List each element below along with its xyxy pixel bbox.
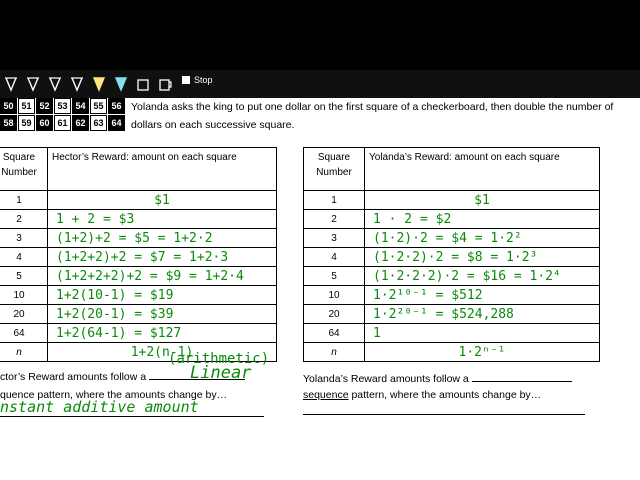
highlighter-yellow-icon[interactable]: [90, 74, 108, 94]
hector-reward-cell: 1 + 2 = $3: [48, 210, 277, 229]
eraser-icon[interactable]: [134, 74, 152, 94]
board-cell: 56: [108, 98, 125, 114]
pen-blue-icon[interactable]: [46, 74, 64, 94]
yolanda-reward-cell: (1·2·2)·2 = $8 = 1·2³: [365, 248, 600, 267]
yolanda-col-reward: Yolanda’s Reward: amount on each square: [365, 148, 600, 191]
hector-square-cell: 10: [0, 286, 48, 305]
board-cell: 53: [54, 98, 71, 114]
table-row: [304, 248, 600, 267]
note-additive: nstant additive amount: [0, 398, 199, 416]
stop-button[interactable]: [182, 75, 213, 85]
table-row: [304, 286, 600, 305]
hector-reward-cell: $1: [48, 191, 277, 210]
yolanda-square-cell: 4: [304, 248, 365, 267]
highlighter-cyan-icon[interactable]: [112, 74, 130, 94]
board-cell: 50: [0, 98, 17, 114]
video-top-bar: [0, 0, 640, 70]
hector-square-cell: 3: [0, 229, 48, 248]
table-row: [304, 210, 600, 229]
hector-col-square: Square Number: [0, 148, 48, 191]
table-row: [304, 343, 600, 362]
yolanda-reward-cell: 1·2ⁿ⁻¹: [365, 343, 600, 362]
hector-reward-cell: (1+2)+2 = $5 = 1+2·2: [48, 229, 277, 248]
drawing-toolbar: [0, 70, 640, 98]
board-cell: 55: [90, 98, 107, 114]
hector-square-cell: n: [0, 343, 48, 362]
table-row: [0, 267, 277, 286]
board-cell: 60: [36, 115, 53, 131]
hector-square-cell: 4: [0, 248, 48, 267]
yolanda-caption-text: Yolanda’s Reward amounts follow a: [303, 373, 469, 385]
table-row: [0, 229, 277, 248]
pen-green-icon[interactable]: [68, 74, 86, 94]
yolanda-reward-cell: 1·2¹⁰⁻¹ = $512: [365, 286, 600, 305]
board-cell: 58: [0, 115, 17, 131]
board-cell: 63: [90, 115, 107, 131]
yolanda-square-cell: 1: [304, 191, 365, 210]
problem-statement: Yolanda asks the king to put one dollar on the first square of a checkerboard, then double the number of dollars on each successive square.: [131, 101, 614, 131]
yolanda-answer-line: [303, 414, 585, 415]
yolanda-square-cell: 2: [304, 210, 365, 229]
hector-reward-cell: 1+2(10-1) = $19: [48, 286, 277, 305]
yolanda-reward-cell: 1·2²⁰⁻¹ = $524,288: [365, 305, 600, 324]
yolanda-caption-sequence: sequence: [303, 389, 349, 401]
note-linear: Linear: [190, 363, 252, 383]
yolanda-square-cell: 64: [304, 324, 365, 343]
hector-reward-cell: 1+2(64-1) = $127: [48, 324, 277, 343]
yolanda-reward-cell: 1 · 2 = $2: [365, 210, 600, 229]
board-cell: 52: [36, 98, 53, 114]
hector-table: [0, 147, 277, 362]
table-row: [304, 305, 600, 324]
table-row: [0, 248, 277, 267]
hector-col-reward: Hector’s Reward: amount on each square: [48, 148, 277, 191]
hector-reward-cell: 1+2(n-1): [48, 343, 277, 362]
yolanda-caption-2: [303, 389, 541, 401]
hector-square-cell: 64: [0, 324, 48, 343]
table-row: [304, 267, 600, 286]
pen-black-icon[interactable]: [2, 74, 20, 94]
yolanda-square-cell: 20: [304, 305, 365, 324]
table-row: [0, 305, 277, 324]
cursor-icon: [182, 76, 190, 84]
hector-square-cell: 1: [0, 191, 48, 210]
checkerboard-fragment: [0, 98, 125, 131]
yolanda-square-cell: 5: [304, 267, 365, 286]
hector-reward-cell: (1+2+2+2)+2 = $9 = 1+2·4: [48, 267, 277, 286]
hector-square-cell: 2: [0, 210, 48, 229]
mug-icon[interactable]: [156, 74, 174, 94]
hector-square-cell: 20: [0, 305, 48, 324]
hector-caption-text: ctor’s Reward amounts follow a: [0, 371, 147, 383]
hector-reward-cell: 1+2(20-1) = $39: [48, 305, 277, 324]
table-row: [304, 229, 600, 248]
table-row: [0, 286, 277, 305]
yolanda-reward-cell: (1·2·2·2)·2 = $16 = 1·2⁴: [365, 267, 600, 286]
yolanda-reward-cell: (1·2)·2 = $4 = 1·2²: [365, 229, 600, 248]
yolanda-reward-cell: $1: [365, 191, 600, 210]
hector-caption-2: quence pattern, where the amounts change by…: [0, 389, 228, 401]
yolanda-caption-1: [303, 373, 572, 385]
yolanda-blank: [472, 381, 572, 382]
note-arithmetic: (arithmetic): [168, 351, 270, 367]
yolanda-square-cell: 10: [304, 286, 365, 305]
board-cell: 61: [54, 115, 71, 131]
yolanda-caption-rest: pattern, where the amounts change by…: [348, 389, 542, 401]
hector-square-cell: 5: [0, 267, 48, 286]
board-cell: 64: [108, 115, 125, 131]
yolanda-square-cell: 3: [304, 229, 365, 248]
table-row: [304, 191, 600, 210]
board-cell: 59: [18, 115, 35, 131]
table-row: [0, 191, 277, 210]
yolanda-reward-cell: 1: [365, 324, 600, 343]
hector-answer-line: [0, 416, 264, 417]
yolanda-col-square: Square Number: [304, 148, 365, 191]
yolanda-table: [303, 147, 600, 362]
yolanda-square-cell: n: [304, 343, 365, 362]
table-row: [0, 210, 277, 229]
board-cell: 54: [72, 98, 89, 114]
board-cell: 62: [72, 115, 89, 131]
table-row: [0, 324, 277, 343]
table-row: [304, 324, 600, 343]
board-cell: 51: [18, 98, 35, 114]
stop-label: Stop: [194, 75, 213, 85]
hector-reward-cell: (1+2+2)+2 = $7 = 1+2·3: [48, 248, 277, 267]
pen-red-icon[interactable]: [24, 74, 42, 94]
